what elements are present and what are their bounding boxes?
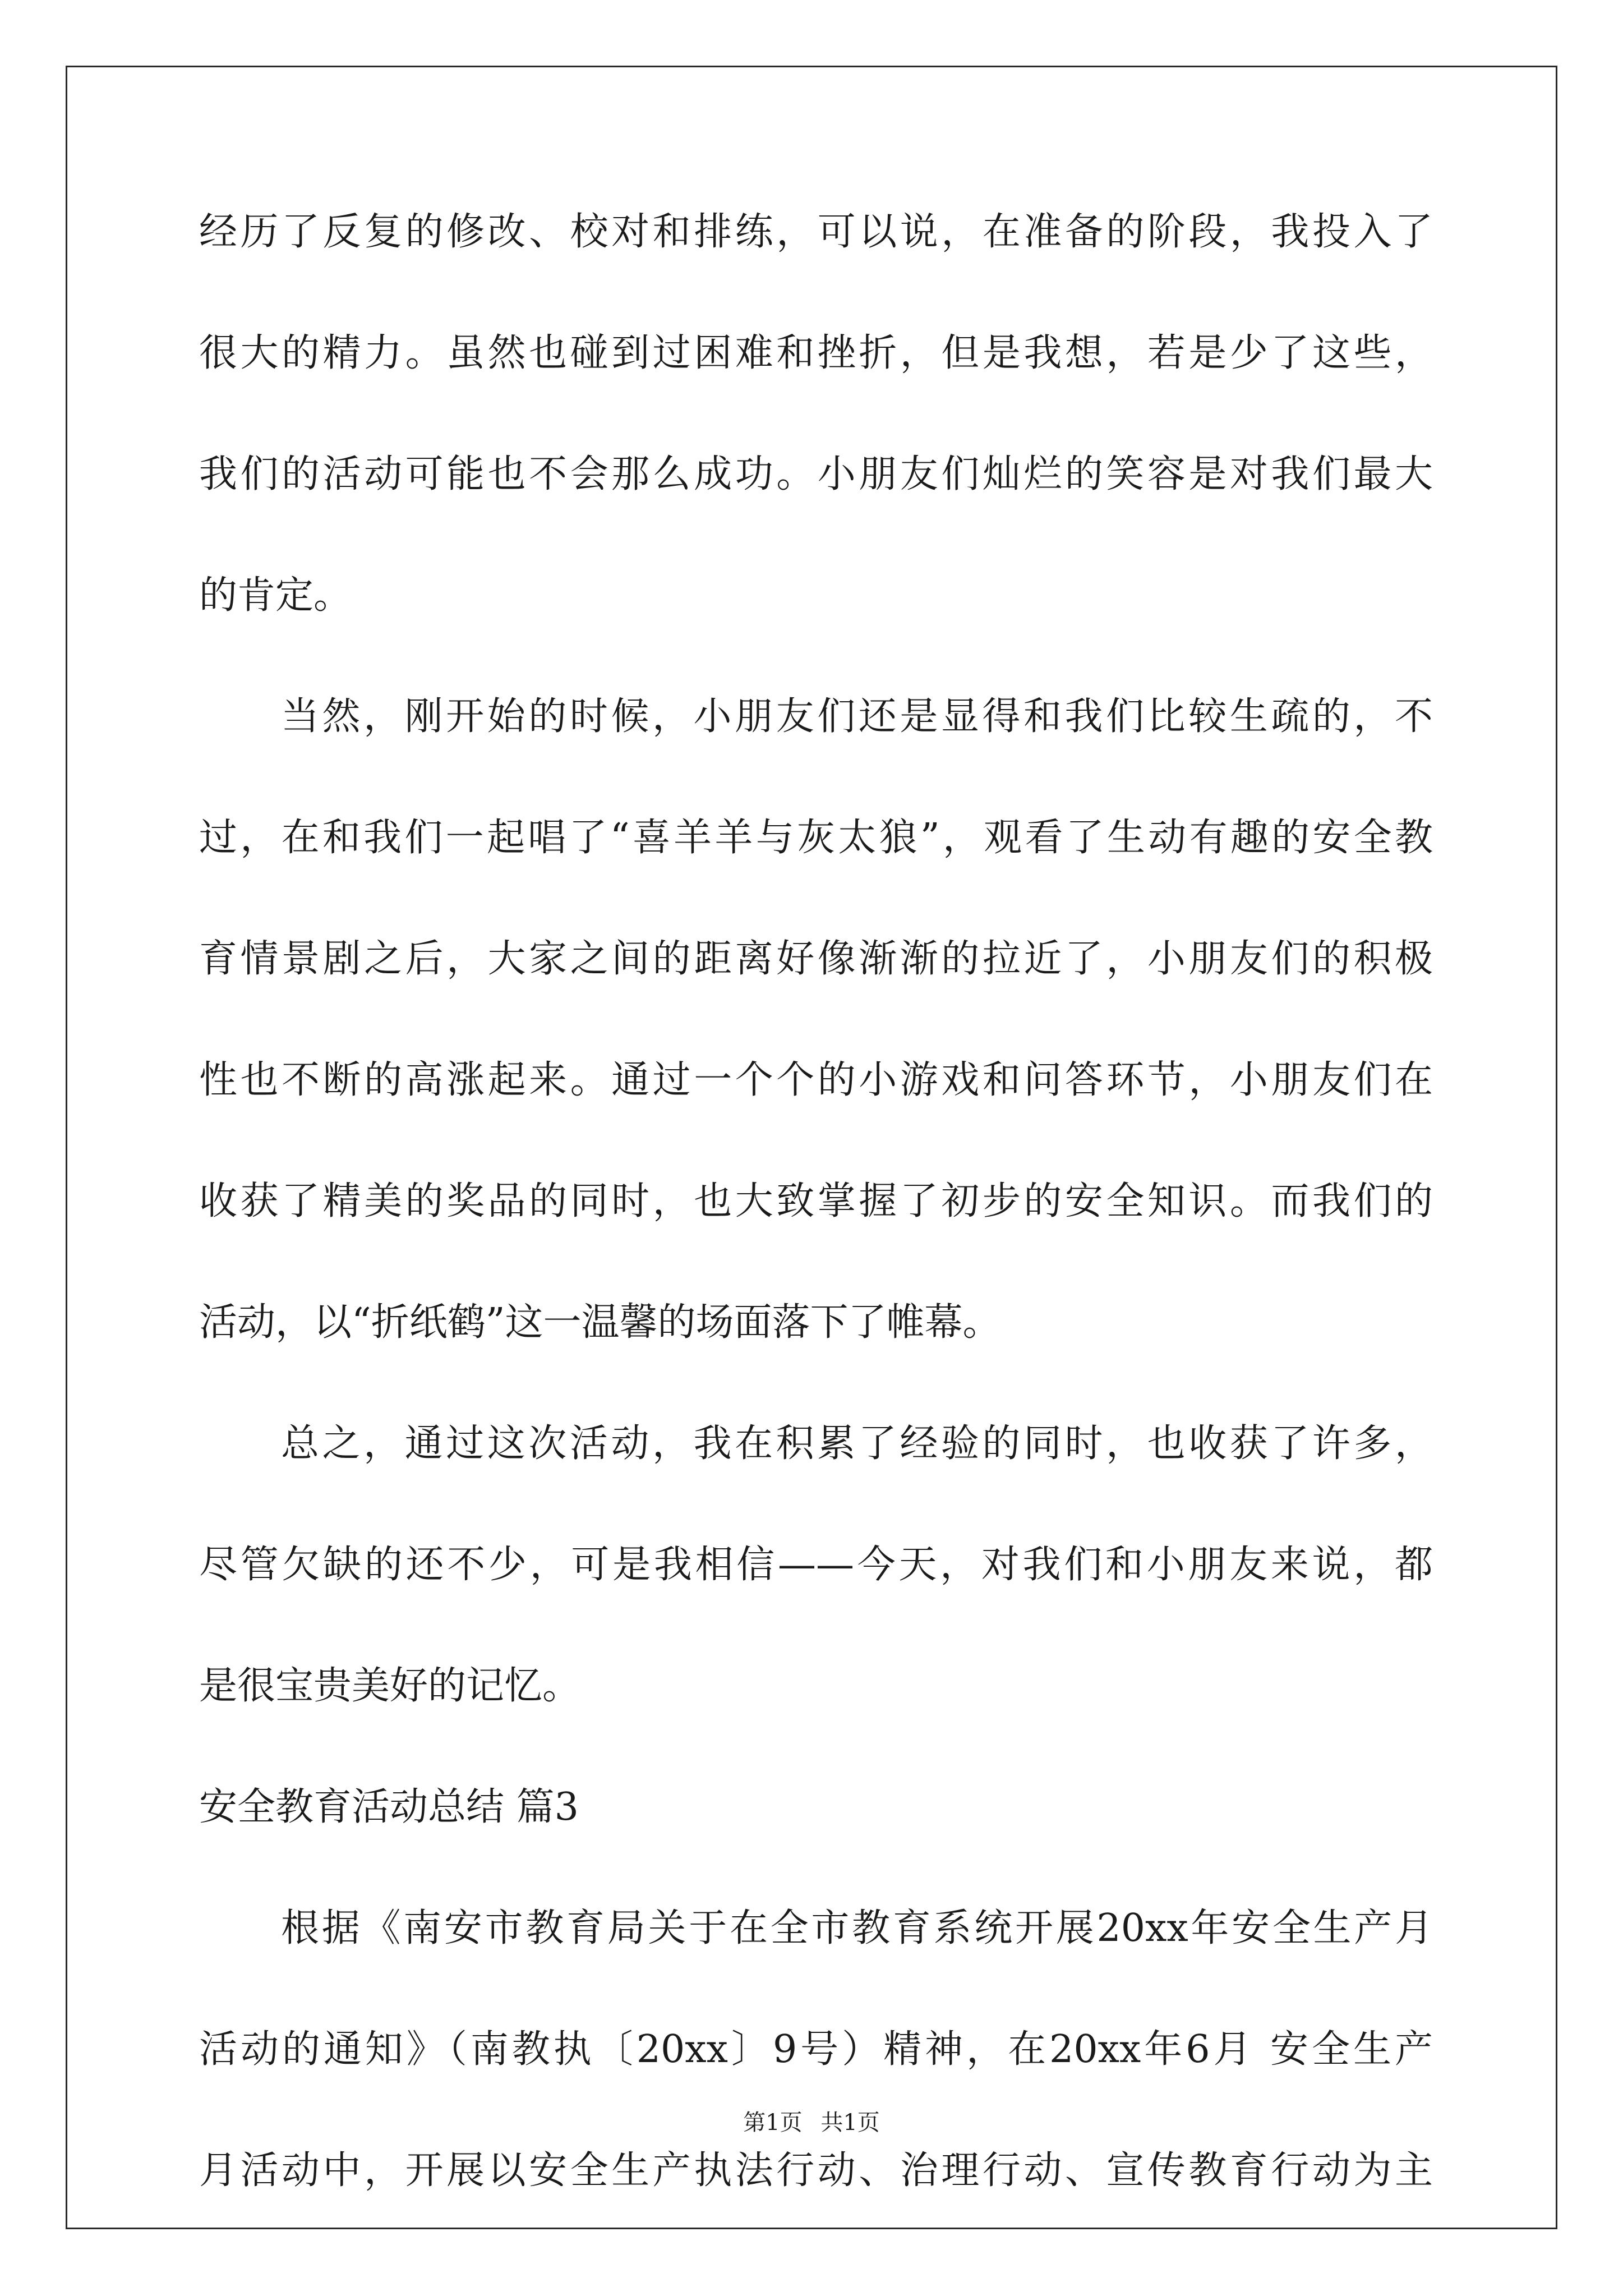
text-line: 活动，以“折纸鹤”这一温馨的场面落下了帷幕。 — [199, 1300, 1001, 1345]
text-line: 我们的活动可能也不会那么成功。小朋友们灿烂的笑容是对我们最大 — [199, 452, 1433, 496]
text-line: 性也不断的高涨起来。通过一个个的小游戏和问答环节，小朋友们在 — [199, 1058, 1433, 1102]
document-body — [199, 210, 1433, 2273]
text-line: 过，在和我们一起唱了“喜羊羊与灰太狼”，观看了生动有趣的安全教 — [199, 816, 1433, 860]
text-line: 很大的精力。虽然也碰到过困难和挫折，但是我想，若是少了这些， — [199, 331, 1433, 375]
text-line: 尽管欠缺的还不少，可是我相信——今天，对我们和小朋友来说，都 — [199, 1543, 1433, 1587]
text-line: 收获了精美的奖品的同时，也大致掌握了初步的安全知识。而我们的 — [199, 1179, 1433, 1223]
text-line: 活动的通知》（南教执〔20xx〕9号）精神，在20xx年6月 安全生产 — [199, 2027, 1433, 2072]
text-line: 经历了反复的修改、校对和排练，可以说，在准备的阶段，我投入了 — [199, 210, 1433, 254]
page-number-footer: 第1页 共1页 — [743, 2110, 880, 2136]
paragraph-first-line: 根据《南安市教育局关于在全市教育系统开展20xx年安全生产月 — [281, 1906, 1433, 1950]
text-line: 月活动中，开展以安全生产执法行动、治理行动、宣传教育行动为主 — [199, 2148, 1433, 2193]
text-line: 的肯定。 — [199, 573, 352, 618]
paragraph-first-line: 当然，刚开始的时候，小朋友们还是显得和我们比较生疏的，不 — [281, 694, 1433, 739]
section-heading: 安全教育活动总结 篇3 — [199, 1785, 579, 1829]
text-line: 育情景剧之后，大家之间的距离好像渐渐的拉近了，小朋友们的积极 — [199, 937, 1433, 981]
paragraph-first-line: 总之，通过这次活动，我在积累了经验的同时，也收获了许多， — [281, 1421, 1433, 1466]
text-line: 是很宝贵美好的记忆。 — [199, 1664, 581, 1708]
